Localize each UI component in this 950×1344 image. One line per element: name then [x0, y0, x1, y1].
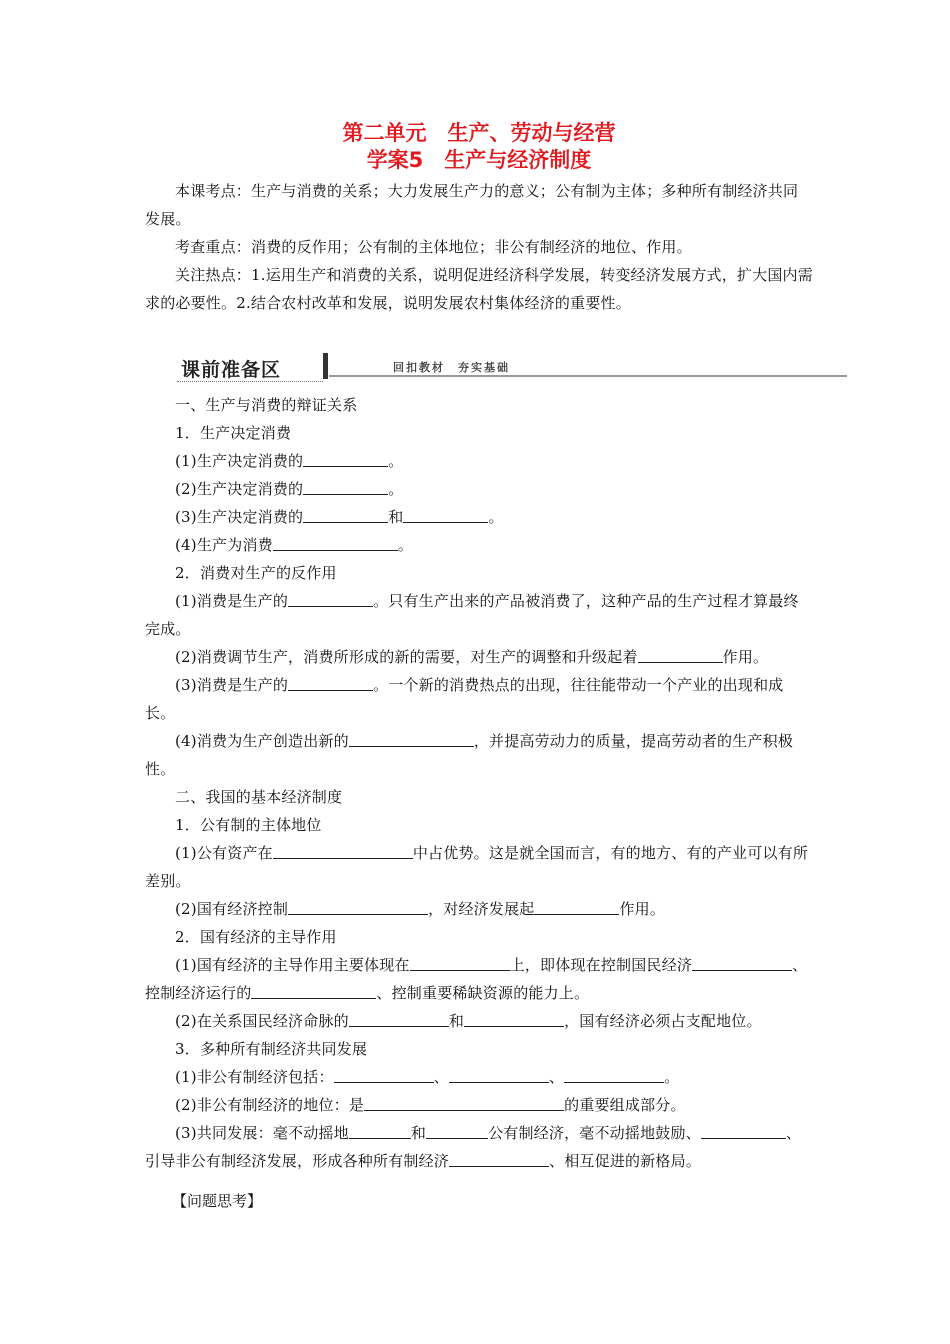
- section2-sub2: 2．国有经济的主导作用: [175, 928, 337, 946]
- fill-blank[interactable]: [692, 954, 792, 971]
- list-item: (2)非公有制经济的地位：是 的重要组成部分。: [175, 1096, 686, 1114]
- section1-heading: 一、生产与消费的辩证关系: [175, 396, 358, 414]
- fill-blank[interactable]: [273, 534, 398, 551]
- fill-blank[interactable]: [288, 898, 428, 915]
- fill-blank[interactable]: [349, 1010, 449, 1027]
- banner-dotted-rule: [177, 381, 323, 382]
- list-item: (2)生产决定消费的 。: [175, 480, 404, 498]
- question-think-heading: 【问题思考】: [172, 1192, 263, 1210]
- intro-key-points: 考查重点：消费的反作用；公有制的主体地位；非公有制经济的地位、作用。: [175, 238, 692, 256]
- list-item: (1)国有经济的主导作用主要体现在 上，即体现在控制国民经济 、控制经济运行的 、控制重要稀缺资源的能力上。: [145, 956, 808, 1002]
- section-banner: [145, 343, 813, 383]
- section2-sub1: 1．公有制的主体地位: [175, 816, 322, 834]
- banner-divider: [323, 353, 328, 379]
- list-item: (1)生产决定消费的 。: [175, 452, 404, 470]
- lesson-title: 学案5 生产与经济制度: [366, 148, 592, 172]
- list-item: (1)非公有制经济包括： 、 、 。: [175, 1068, 680, 1086]
- fill-blank[interactable]: [464, 1010, 564, 1027]
- list-item: (4)消费为生产创造出新的 ，并提高劳动力的质量，提高劳动者的生产积极性。: [145, 732, 794, 778]
- fill-blank[interactable]: [349, 1122, 411, 1139]
- fill-blank[interactable]: [273, 842, 413, 859]
- list-item: (2)消费调节生产，消费所形成的新的需要，对生产的调整和升级起着 作用。: [175, 648, 769, 666]
- fill-blank[interactable]: [288, 590, 373, 607]
- fill-blank[interactable]: [534, 898, 619, 915]
- banner-rule: [329, 375, 847, 377]
- fill-blank[interactable]: [638, 646, 723, 663]
- fill-blank[interactable]: [403, 506, 488, 523]
- banner-subtitle: 回扣教材 夯实基础: [393, 361, 510, 374]
- fill-blank[interactable]: [449, 1150, 549, 1167]
- unit-title: 第二单元 生产、劳动与经营: [342, 121, 616, 145]
- fill-blank[interactable]: [364, 1094, 564, 1111]
- section2-heading: 二、我国的基本经济制度: [175, 788, 343, 806]
- fill-blank[interactable]: [564, 1066, 664, 1083]
- intro-exam-points: 本课考点：生产与消费的关系；大力发展生产力的意义；公有制为主体；多种所有制经济共同发展。: [145, 182, 799, 228]
- fill-blank[interactable]: [303, 478, 388, 495]
- list-item: (3)生产决定消费的 和 。: [175, 508, 504, 526]
- banner-title: 课前准备区: [181, 359, 282, 381]
- list-item: (1)消费是生产的 。只有生产出来的产品被消费了，这种产品的生产过程才算最终完成。: [145, 592, 799, 638]
- fill-blank[interactable]: [303, 506, 388, 523]
- fill-blank[interactable]: [349, 730, 474, 747]
- fill-blank[interactable]: [288, 674, 373, 691]
- worksheet-page: [145, 120, 813, 1215]
- list-item: (3)共同发展：毫不动摇地 和 公有制经济，毫不动摇地鼓励、 、引导非公有制经济发展，形成各种所有制经济 、相互促进的新格局。: [145, 1124, 802, 1170]
- section1-sub2: 2．消费对生产的反作用: [175, 564, 337, 582]
- fill-blank[interactable]: [251, 982, 376, 999]
- intro-hot-topics: 关注热点：1.运用生产和消费的关系，说明促进经济科学发展，转变经济发展方式，扩大国内需求的必要性。2.结合农村改革和发展，说明发展农村集体经济的重要性。: [145, 266, 813, 312]
- fill-blank[interactable]: [410, 954, 510, 971]
- list-item: (4)生产为消费 。: [175, 536, 414, 554]
- list-item: (2)在关系国民经济命脉的 和 ，国有经济必须占支配地位。: [175, 1012, 762, 1030]
- fill-blank[interactable]: [303, 450, 388, 467]
- fill-blank[interactable]: [334, 1066, 434, 1083]
- list-item: (1)公有资产在 中占优势。这是就全国而言，有的地方、有的产业可以有所差别。: [145, 844, 809, 890]
- list-item: (2)国有经济控制 ，对经济发展起 作用。: [175, 900, 666, 918]
- list-item: (3)消费是生产的 。一个新的消费热点的出现，往往能带动一个产业的出现和成长。: [145, 676, 784, 722]
- fill-blank[interactable]: [449, 1066, 549, 1083]
- section2-sub3: 3．多种所有制经济共同发展: [175, 1040, 368, 1058]
- section1-sub1: 1．生产决定消费: [175, 424, 292, 442]
- fill-blank[interactable]: [701, 1122, 786, 1139]
- fill-blank[interactable]: [426, 1122, 488, 1139]
